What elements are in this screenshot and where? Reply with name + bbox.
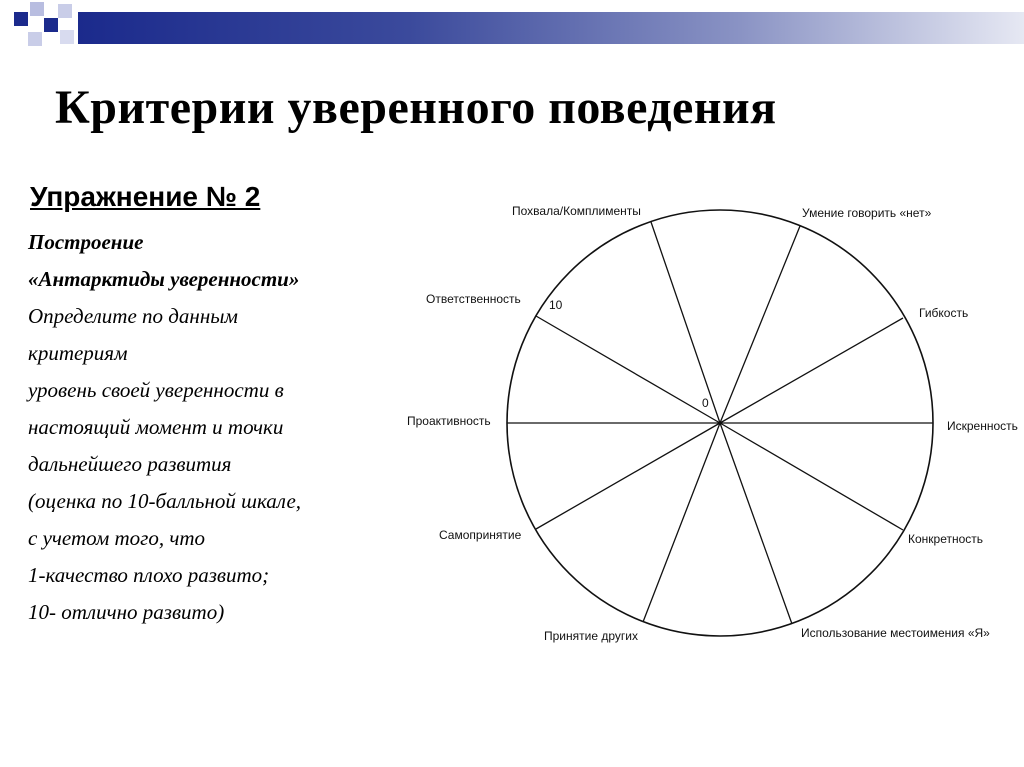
instruction-line: 10- отлично развито) bbox=[28, 600, 225, 624]
scale-min-label: 0 bbox=[702, 396, 709, 410]
criterion-label: Использование местоимения «Я» bbox=[801, 626, 990, 640]
instruction-line: (оценка по 10-балльной шкале, bbox=[28, 489, 302, 513]
wheel-spoke bbox=[651, 222, 720, 423]
page-title: Критерии уверенного поведения bbox=[55, 81, 777, 134]
wheel-spoke bbox=[643, 423, 720, 622]
wheel-spoke bbox=[720, 423, 903, 530]
criterion-label: Гибкость bbox=[919, 306, 969, 320]
instruction-line: 1-качество плохо развито; bbox=[28, 563, 270, 587]
criterion-label: Проактивность bbox=[407, 414, 491, 428]
criterion-label: Искренность bbox=[947, 419, 1018, 433]
instruction-line: «Антарктиды уверенности» bbox=[28, 267, 300, 291]
criterion-label: Умение говорить «нет» bbox=[802, 206, 932, 220]
exercise-heading: Упражнение № 2 bbox=[30, 181, 261, 212]
wheel-spoke bbox=[720, 423, 792, 624]
wheel-spoke bbox=[536, 316, 720, 423]
criterion-label: Ответственность bbox=[426, 292, 521, 306]
wheel-spoke bbox=[720, 226, 800, 423]
wheel-spoke bbox=[536, 423, 720, 529]
criterion-label: Конкретность bbox=[908, 532, 984, 546]
wheel-spoke bbox=[720, 318, 903, 423]
instruction-line: дальнейшего развития bbox=[28, 452, 232, 476]
criterion-label: Похвала/Комплименты bbox=[512, 204, 641, 218]
instruction-line: Построение bbox=[28, 230, 144, 254]
instruction-line: Определите по данным bbox=[28, 304, 238, 328]
criterion-label: Самопринятие bbox=[439, 528, 522, 542]
instruction-line: уровень своей уверенности в bbox=[28, 378, 284, 402]
scale-max-label: 10 bbox=[549, 298, 563, 312]
instruction-line: с учетом того, что bbox=[28, 526, 206, 550]
instruction-line: критериям bbox=[28, 341, 128, 365]
instruction-line: настоящий момент и точки bbox=[28, 415, 284, 439]
criterion-label: Принятие других bbox=[544, 629, 638, 643]
